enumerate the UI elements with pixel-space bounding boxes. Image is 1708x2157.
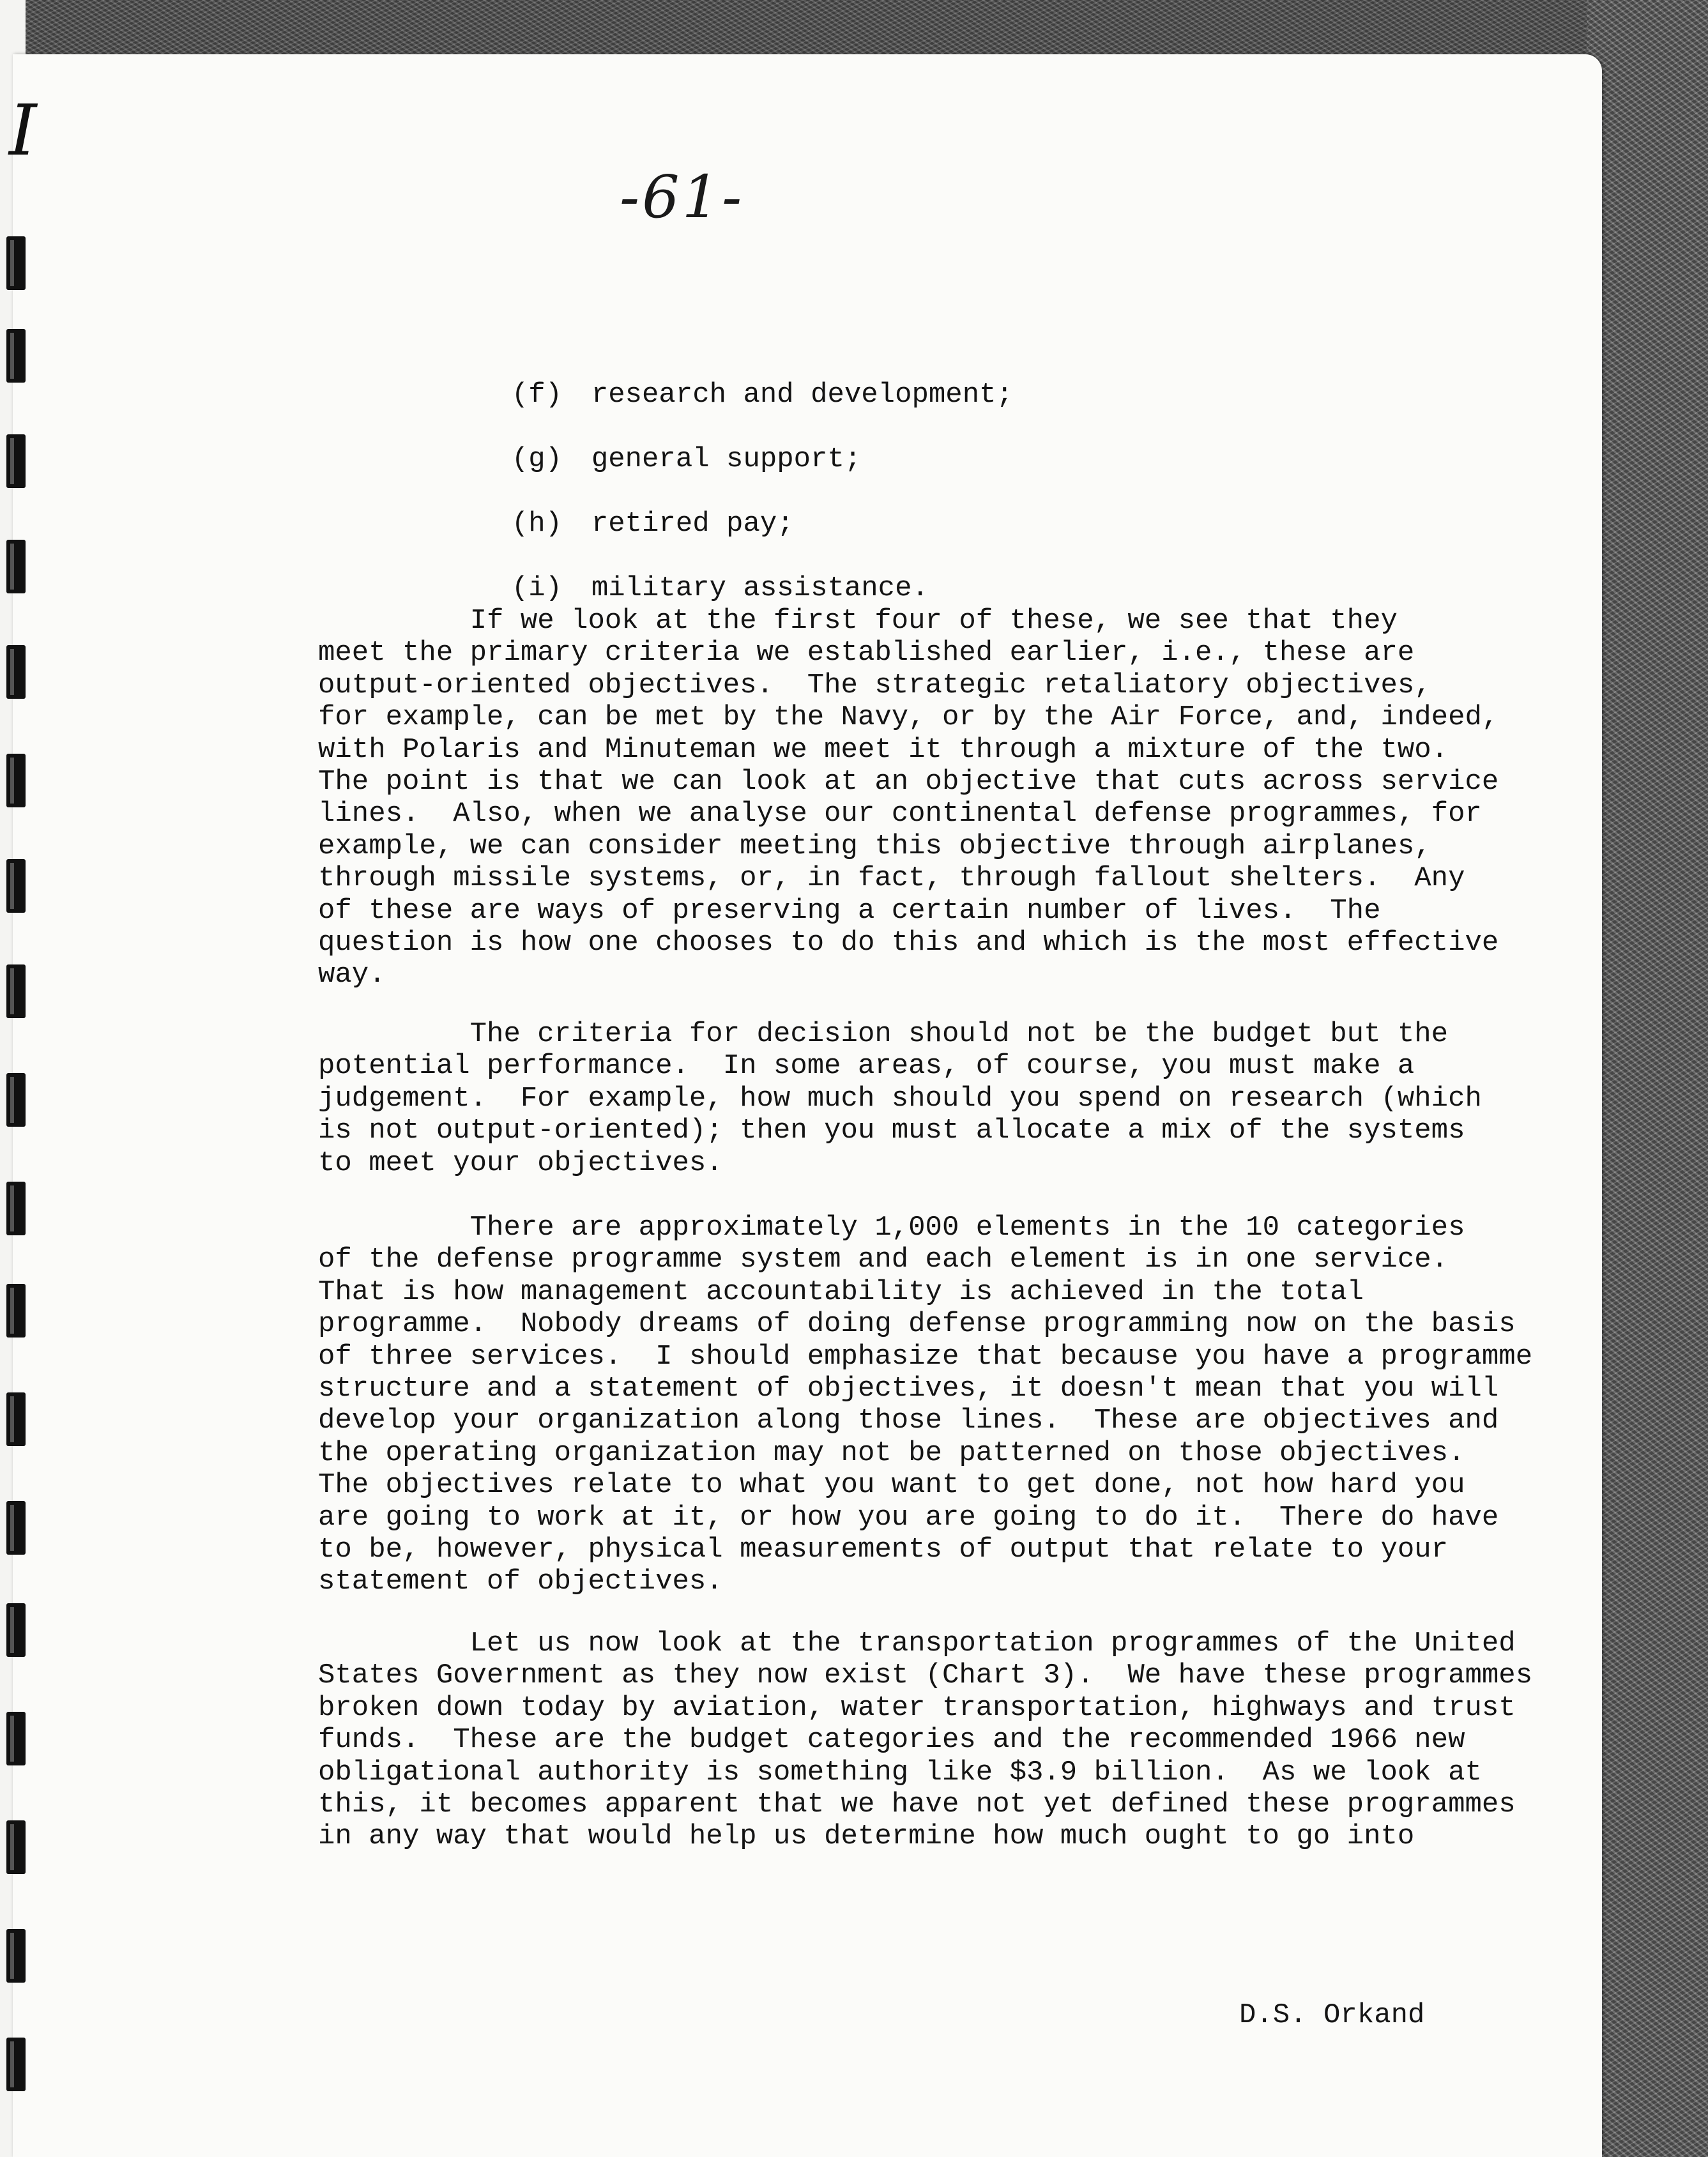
binder-hole xyxy=(6,964,26,1018)
paragraph xyxy=(318,605,1498,991)
text-line: question is how one chooses to do this and which is the most effective xyxy=(318,926,1499,959)
list-marker: (g) xyxy=(511,443,563,476)
list-item xyxy=(478,411,861,476)
binder-hole xyxy=(6,1929,26,1983)
text-line: funds. These are the budget categories and the recommended 1966 new xyxy=(318,1724,1465,1757)
text-line: States Government as they now exist (Chart 3). We have these programmes xyxy=(318,1659,1533,1692)
text-line: with Polaris and Minuteman we meet it through a mixture of the two. xyxy=(318,733,1449,766)
paragraph xyxy=(318,1212,1532,1598)
binder-hole xyxy=(6,236,26,290)
binder-hole xyxy=(6,1073,26,1127)
text-line: structure and a statement of objectives, it doesn't mean that you will xyxy=(318,1372,1499,1405)
binder-hole xyxy=(6,1712,26,1765)
list-text: general support; xyxy=(591,443,862,476)
binder-hole xyxy=(6,1501,26,1555)
scan-background-top xyxy=(0,0,1708,61)
binder-hole xyxy=(6,329,26,383)
binder-hole xyxy=(6,540,26,593)
list-item xyxy=(478,476,794,540)
text-line: of the defense programme system and each element is in one service. xyxy=(318,1244,1449,1276)
list-marker: (h) xyxy=(511,508,563,540)
list-text: retired pay; xyxy=(591,508,794,540)
binder-hole xyxy=(6,1603,26,1657)
list-item xyxy=(478,540,929,605)
text-line: meet the primary criteria we established earlier, i.e., these are xyxy=(318,637,1415,669)
page-number: -61- xyxy=(620,163,745,231)
binder-hole xyxy=(6,1182,26,1235)
paragraph xyxy=(318,1627,1532,1853)
list-text: research and development; xyxy=(591,379,1013,411)
list-marker: (f) xyxy=(511,379,563,411)
margin-glyph: I xyxy=(9,89,37,171)
text-line: potential performance. In some areas, of course, you must make a xyxy=(318,1050,1415,1083)
text-line: lines. Also, when we analyse our continental defense programmes, for xyxy=(318,798,1482,830)
text-line: obligational authority is something like $3.9 billion. As we look at xyxy=(318,1756,1482,1788)
text-line: The objectives relate to what you want to get done, not how hard you xyxy=(318,1469,1465,1502)
text-line: to meet your objectives. xyxy=(318,1147,723,1179)
text-line: programme. Nobody dreams of doing defense programming now on the basis xyxy=(318,1308,1516,1341)
list-text: military assistance. xyxy=(591,572,929,605)
scan-background-right xyxy=(1587,0,1708,2157)
list-marker: (i) xyxy=(511,572,563,605)
text-line: The criteria for decision should not be the budget but the xyxy=(318,1018,1449,1050)
text-line: to be, however, physical measurements of output that relate to your xyxy=(318,1533,1449,1566)
text-line: The point is that we can look at an objective that cuts across service xyxy=(318,765,1499,798)
text-line: of these are ways of preserving a certain number of lives. The xyxy=(318,894,1381,927)
text-line: through missile systems, or, in fact, through fallout shelters. Any xyxy=(318,862,1465,895)
text-line: for example, can be met by the Navy, or by the Air Force, and, indeed, xyxy=(318,701,1499,734)
text-line: broken down today by aviation, water transportation, highways and trust xyxy=(318,1691,1516,1724)
text-line: develop your organization along those lines. These are objectives and xyxy=(318,1405,1499,1437)
binder-hole xyxy=(6,859,26,913)
text-line: output-oriented objectives. The strategic retaliatory objectives, xyxy=(318,669,1431,701)
text-line: are going to work at it, or how you are going to do it. There do have xyxy=(318,1501,1499,1534)
text-line: in any way that would help us determine how much ought to go into xyxy=(318,1820,1415,1853)
paragraph xyxy=(318,1018,1482,1179)
text-line: Let us now look at the transportation programmes of the United xyxy=(318,1627,1516,1659)
binder-edge xyxy=(0,0,38,2157)
binder-hole xyxy=(6,1284,26,1338)
author-signature: D.S. Orkand xyxy=(1239,1999,1425,2031)
text-line: statement of objectives. xyxy=(318,1566,723,1598)
list-item xyxy=(478,347,1013,411)
binder-hole xyxy=(6,1820,26,1874)
text-line: way. xyxy=(318,959,386,991)
text-line: is not output-oriented); then you must allocate a mix of the systems xyxy=(318,1115,1465,1147)
text-line: the operating organization may not be patterned on those objectives. xyxy=(318,1437,1465,1469)
binder-hole xyxy=(6,645,26,699)
text-line: There are approximately 1,000 elements in the 10 categories xyxy=(318,1212,1465,1244)
binder-hole xyxy=(6,434,26,488)
binder-hole xyxy=(6,2038,26,2091)
text-line: this, it becomes apparent that we have not yet defined these programmes xyxy=(318,1788,1516,1820)
text-line: That is how management accountability is achieved in the total xyxy=(318,1276,1364,1308)
text-line: of three services. I should emphasize that because you have a programme xyxy=(318,1340,1533,1373)
text-line: If we look at the first four of these, we see that they xyxy=(318,605,1398,637)
text-line: judgement. For example, how much should you spend on research (which xyxy=(318,1082,1482,1115)
binder-hole xyxy=(6,1392,26,1446)
binder-hole xyxy=(6,754,26,807)
text-line: example, we can consider meeting this objective through airplanes, xyxy=(318,830,1431,862)
